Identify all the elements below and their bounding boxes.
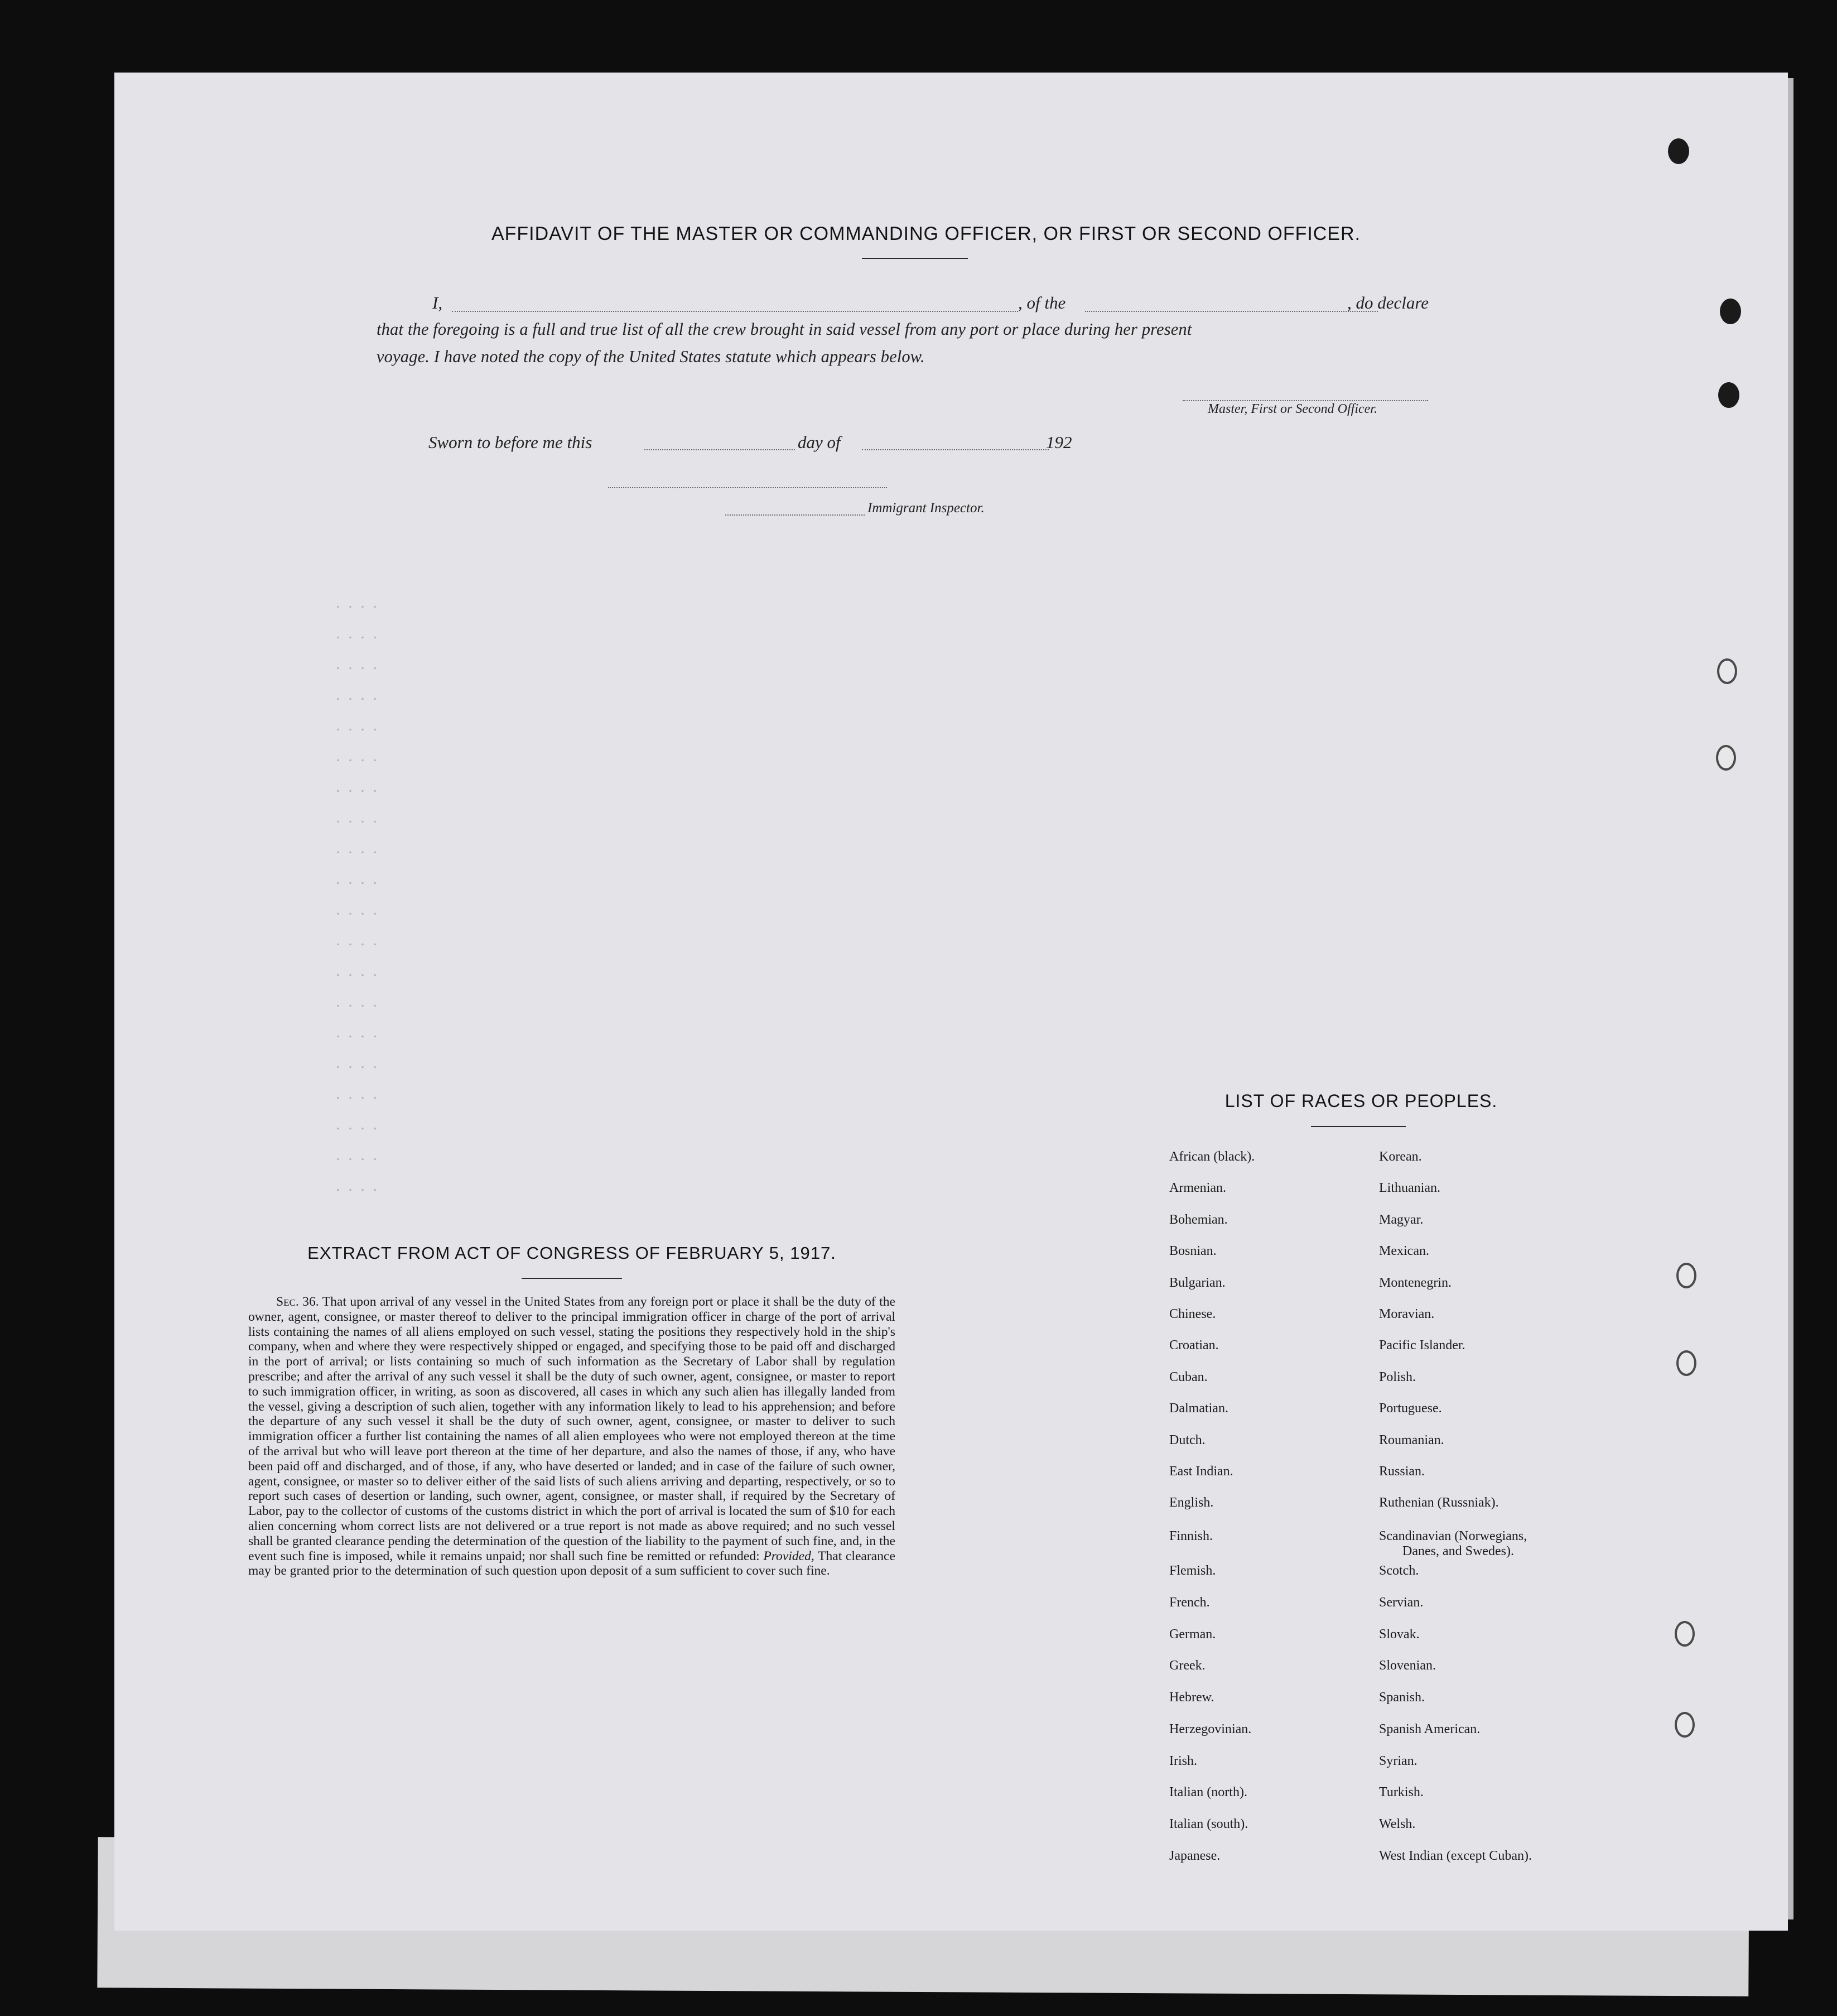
inspector-caption: Immigrant Inspector. — [867, 501, 985, 516]
affidavit-do-declare: , do declare — [1347, 293, 1429, 312]
punch-hole-icon — [1717, 658, 1737, 684]
race-item: Korean. — [1379, 1149, 1422, 1164]
race-item: Bosnian. — [1169, 1244, 1217, 1258]
race-item: Lithuanian. — [1379, 1181, 1440, 1195]
extract-body — [248, 1295, 895, 1579]
race-item: Italian (north). — [1169, 1785, 1247, 1800]
punch-hole-icon — [1675, 1621, 1695, 1647]
sworn-year: 192 — [1046, 432, 1072, 452]
affidavit-title: AFFIDAVIT OF THE MASTER OR COMMANDING OFFICER, OR FIRST OR SECOND OFFICER. — [491, 223, 1361, 244]
punch-hole-icon — [1668, 138, 1689, 164]
race-item: Croatian. — [1169, 1338, 1219, 1353]
race-item: West Indian (except Cuban). — [1379, 1849, 1532, 1863]
extract-title-rule — [522, 1278, 622, 1279]
race-item: Scandinavian (Norwegians, — [1379, 1529, 1527, 1543]
punch-hole-icon — [1718, 382, 1739, 408]
provided-label: Provided, — [763, 1548, 814, 1563]
race-item: Servian. — [1379, 1595, 1424, 1610]
section-label: Sec. 36. — [276, 1295, 319, 1309]
race-item: Chinese. — [1169, 1307, 1216, 1321]
races-title: LIST OF RACES OR PEOPLES. — [1224, 1091, 1498, 1111]
punch-hole-icon — [1716, 745, 1736, 771]
master-signature-field[interactable] — [1183, 400, 1428, 401]
sworn-text: Sworn to before me this — [428, 432, 592, 452]
race-item: African (black). — [1169, 1149, 1255, 1164]
race-item: Welsh. — [1379, 1817, 1416, 1831]
sworn-day-field[interactable] — [644, 449, 795, 450]
punch-hole-icon — [1720, 299, 1741, 324]
affidavit-of-the: , of the — [1018, 293, 1066, 312]
race-item: Slovenian. — [1379, 1658, 1436, 1673]
master-signature-caption: Master, First or Second Officer. — [1208, 402, 1377, 416]
race-item: Mexican. — [1379, 1244, 1429, 1258]
inspector-signature-field-top[interactable] — [608, 487, 887, 488]
race-item: German. — [1169, 1627, 1216, 1642]
master-name-field[interactable] — [452, 311, 1018, 312]
race-item: Finnish. — [1169, 1529, 1213, 1543]
extract-text: That upon arrival of any vessel in the United States from any foreign port or place it shall be the duty of the owner, agent, consignee, or master thereof to deliver to the principal immigration officer in charge of the port of arrival lists containing the names of all aliens employed on such vessel, stating the positions they respectively hold in the ship's company, when and where they were respectively shipped or engaged, and specifying those to be paid off and discharged in the port of arrival; or lists containing so much of such information as the Secretary of Labor shall by regulation prescribe; and after the arrival of any such vessel it shall be the duty of such owner, agent, consignee, or master to report to such immigration officer, in writing, as soon as discovered, all cases in which any such alien has illegally landed from the vessel, giving a description of such alien, together with any information likely to lead to his apprehension; and before the departure of any such vessel it shall be the duty of such owner, agent, consignee, or master to deliver to such immigration officer a further list containing the names of all alien employees who were not employed thereon at the time of the arrival but who will leave port thereon at the time of her departure, and also the names of those, if any, who have been paid off and discharged, and of those, if any, who have deserted or landed; and in case of the failure of such owner, agent, consignee, or master so to deliver either of the said lists of such aliens arriving and departing, respectively, or so to report such cases of desertion or landing, such owner, agent, consignee, or master shall, if required by the Secretary of Labor, pay to the collector of customs of the customs district in which the port of arrival is located the sum of $10 for each alien concerning whom correct lists are not delivered or a true report is not made as above required; and no such vessel shall be granted clearance pending the determination of the question of the liability to the payment of such fine, and, in the event such fine is imposed, while it remains unpaid; nor shall such fine be remitted or refunded: — [248, 1295, 895, 1563]
race-item: Dutch. — [1169, 1433, 1206, 1447]
race-item: English. — [1169, 1495, 1214, 1510]
race-item: Turkish. — [1379, 1785, 1424, 1800]
races-title-rule — [1311, 1126, 1406, 1127]
race-item: Hebrew. — [1169, 1690, 1214, 1705]
race-item: Danes, and Swedes). — [1402, 1544, 1514, 1558]
affidavit-title-rule — [862, 258, 968, 259]
race-item: Scotch. — [1379, 1563, 1419, 1578]
race-item: East Indian. — [1169, 1464, 1233, 1479]
sheet-edge — [1788, 78, 1793, 1919]
vessel-name-field[interactable] — [1085, 311, 1378, 312]
affidavit-line-2: that the foregoing is a full and true list of all the crew brought in said vessel from any port or place during her present — [377, 320, 1192, 339]
race-item: Montenegrin. — [1379, 1276, 1452, 1290]
race-item: Armenian. — [1169, 1181, 1226, 1195]
provided-text: That clearance may be granted prior to the determination of such question upon deposit of a sum sufficient to cover such fine. — [248, 1548, 895, 1579]
affidavit-i: I, — [432, 293, 443, 312]
race-item: French. — [1169, 1595, 1210, 1610]
sworn-month-field[interactable] — [862, 449, 1049, 450]
race-item: Bulgarian. — [1169, 1276, 1226, 1290]
race-item: Flemish. — [1169, 1563, 1216, 1578]
race-item: Russian. — [1379, 1464, 1425, 1479]
affidavit-line-3: voyage. I have noted the copy of the United States statute which appears below. — [377, 347, 925, 366]
race-item: Spanish American. — [1379, 1722, 1481, 1736]
race-item: Portuguese. — [1379, 1401, 1442, 1416]
punch-hole-icon — [1676, 1350, 1696, 1376]
sworn-day-of: day of — [798, 432, 841, 452]
punch-hole-icon — [1676, 1263, 1696, 1288]
race-item: Magyar. — [1379, 1213, 1424, 1227]
race-item: Syrian. — [1379, 1754, 1417, 1768]
race-item: Greek. — [1169, 1658, 1206, 1673]
punch-hole-icon — [1675, 1712, 1695, 1738]
race-item: Herzegovinian. — [1169, 1722, 1252, 1736]
race-item: Moravian. — [1379, 1307, 1435, 1321]
inspector-signature-field[interactable] — [725, 514, 865, 516]
race-item: Dalmatian. — [1169, 1401, 1228, 1416]
race-item: Pacific Islander. — [1379, 1338, 1465, 1353]
extract-title: EXTRACT FROM ACT OF CONGRESS OF FEBRUARY 5, 1917. — [307, 1243, 836, 1263]
row-dots — [332, 591, 377, 1205]
race-item: Italian (south). — [1169, 1817, 1248, 1831]
race-item: Irish. — [1169, 1754, 1197, 1768]
race-item: Ruthenian (Russniak). — [1379, 1495, 1499, 1510]
race-item: Polish. — [1379, 1370, 1416, 1384]
race-item: Japanese. — [1169, 1849, 1221, 1863]
race-item: Cuban. — [1169, 1370, 1208, 1384]
race-item: Slovak. — [1379, 1627, 1420, 1642]
affidavit-line-1 — [377, 293, 1459, 315]
race-item: Roumanian. — [1379, 1433, 1444, 1447]
race-item: Bohemian. — [1169, 1213, 1228, 1227]
race-item: Spanish. — [1379, 1690, 1425, 1705]
